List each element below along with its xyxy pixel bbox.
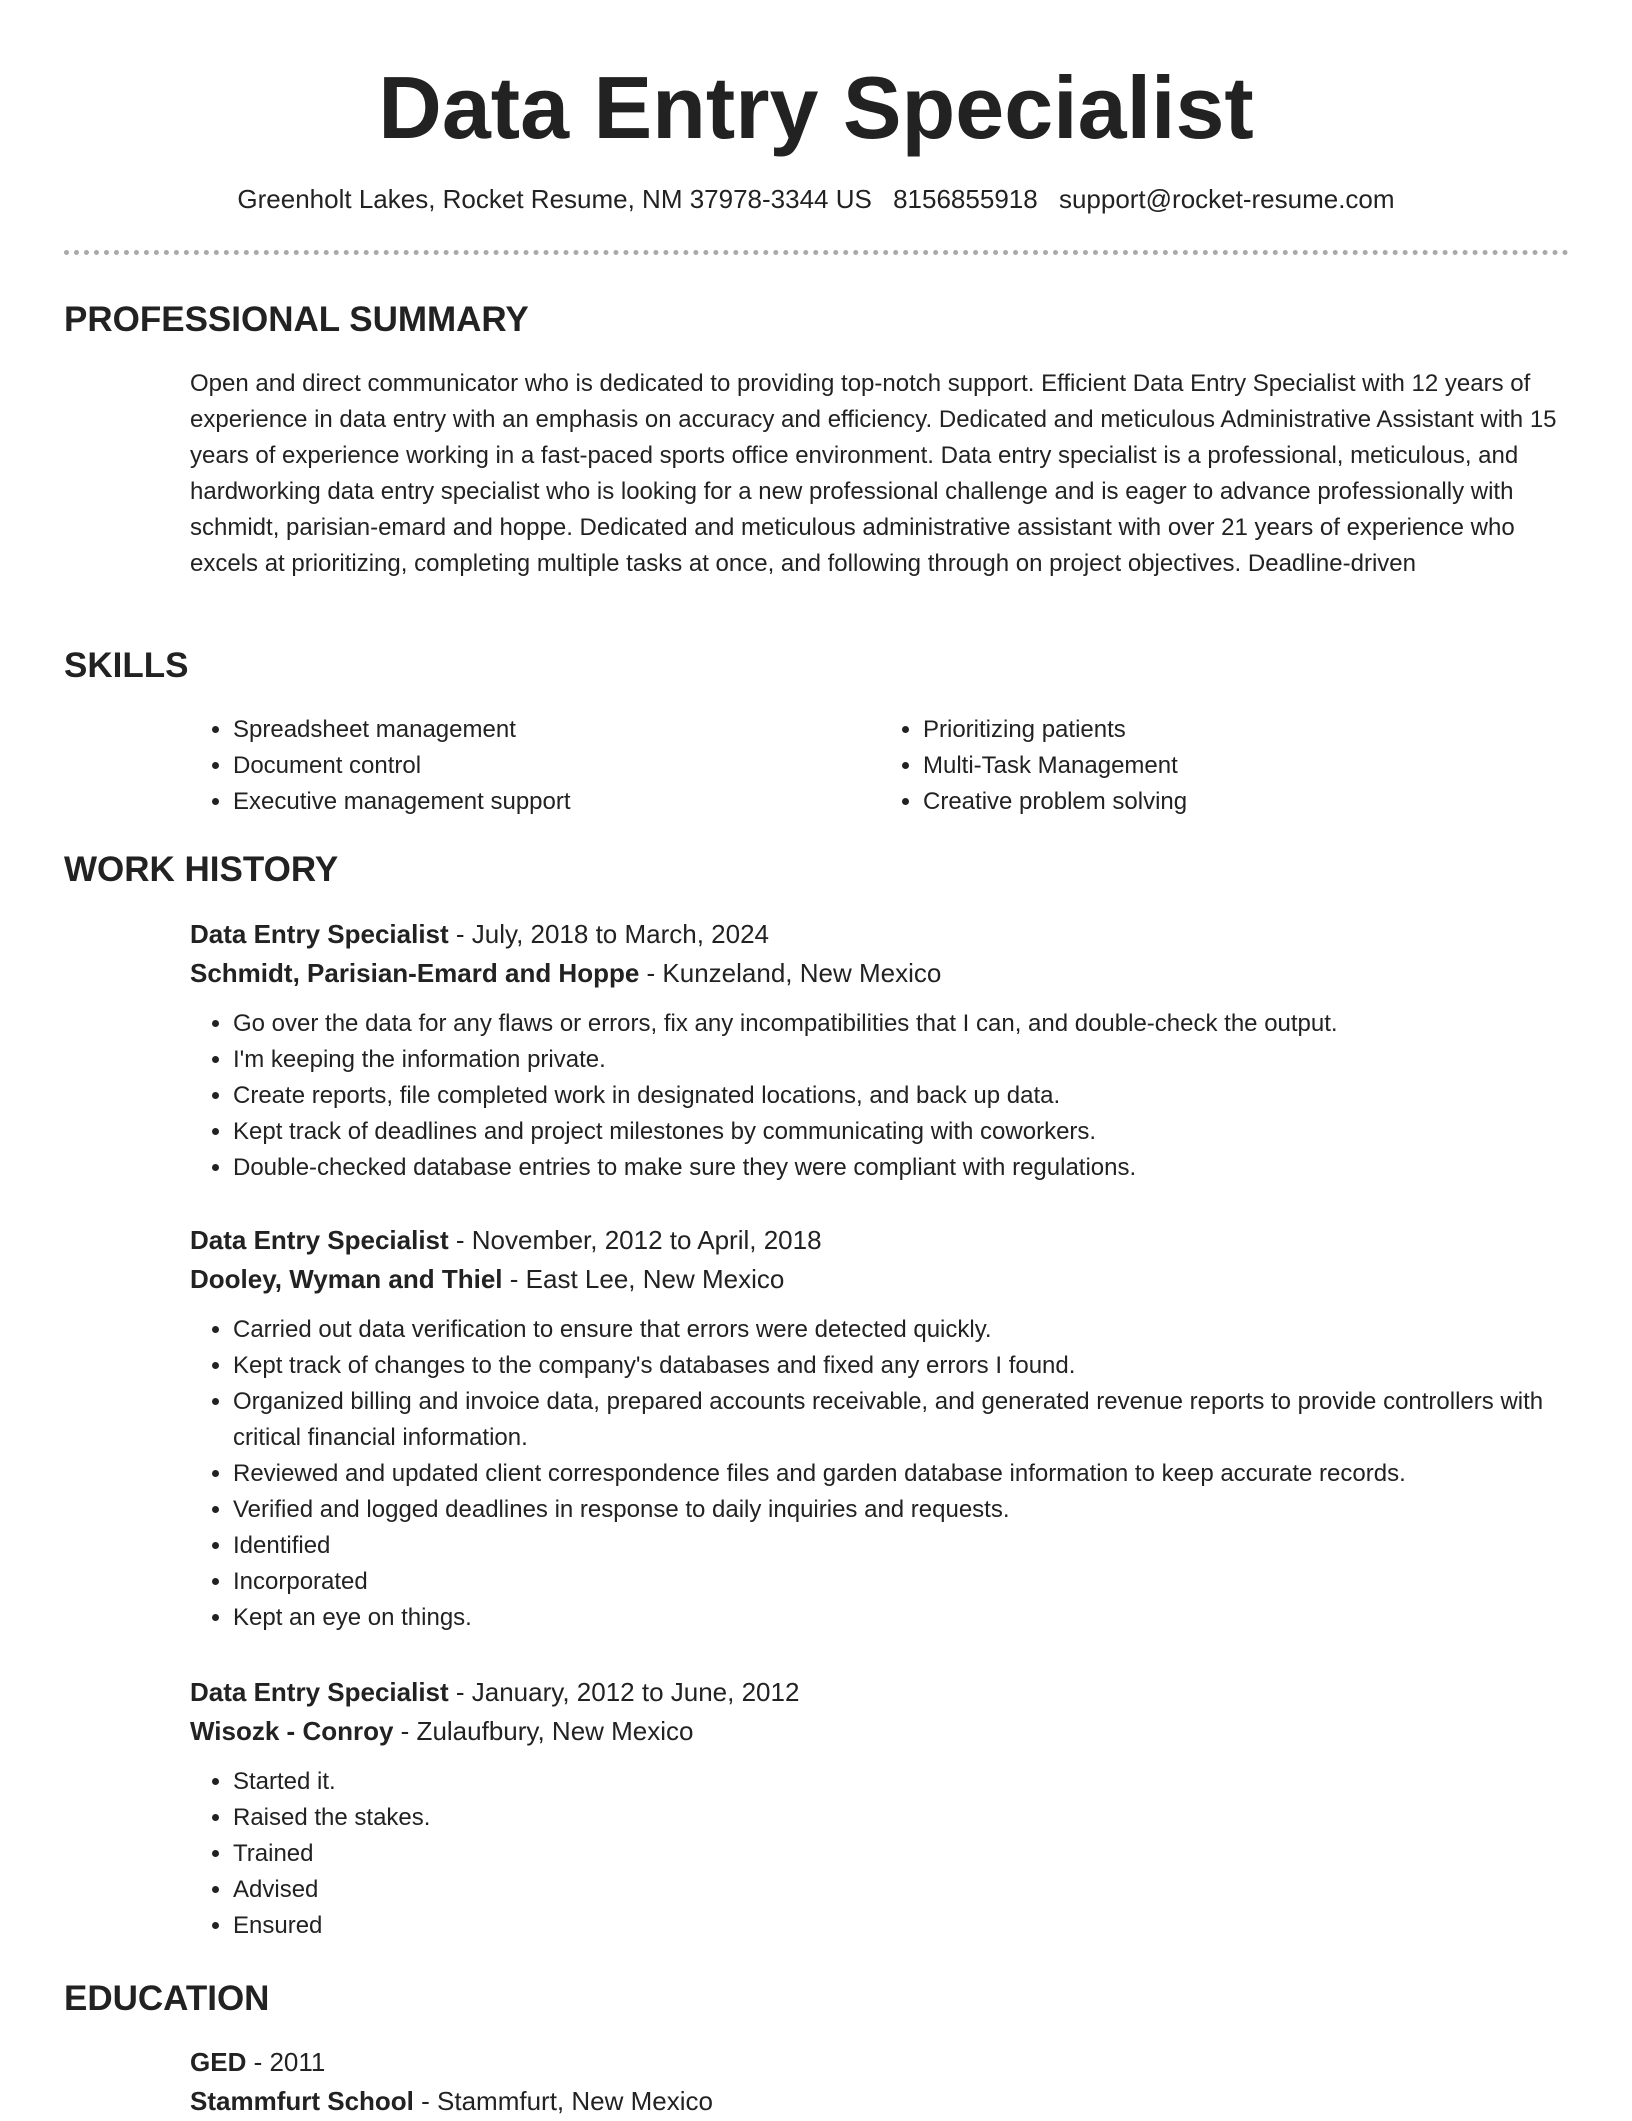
contact-email: support@rocket-resume.com <box>1058 184 1395 214</box>
job-title-line <box>190 1221 1570 1260</box>
summary-text: Open and direct communicator who is dedicated to providing top-notch support. Efficient Data Entry Specialist with 12 years of experience in data entry with an emphasis on accuracy and efficiency. Dedicated and meticulous Administrative Assistant with 15 years of experience working in a fast-paced sports office environment. Data entry specialist is a professional, meticulous, and hardworking data entry specialist who is looking for a new professional challenge and is eager to advance professionally with schmidt, parisian-emard and hoppe. Dedicated and meticulous administrative assistant with over 21 years of experience who excels at prioritizing, completing multiple tasks at once, and following through on project objectives. Deadline-driven <box>190 370 1557 577</box>
skill-item: • Document control <box>233 748 880 784</box>
work-history-heading: WORK HISTORY <box>64 850 339 889</box>
job-duty: • Kept track of deadlines and project milestones by communicating with coworkers. <box>233 1114 1570 1150</box>
job-duties-list <box>190 1006 1570 1186</box>
job-duty: • Verified and logged deadlines in response to daily inquiries and requests. <box>233 1492 1570 1528</box>
skill-item: • Creative problem solving <box>923 784 1570 820</box>
skills-list <box>190 712 1570 820</box>
job-company-line <box>190 1260 1570 1299</box>
job-location: - Zulaufbury, New Mexico <box>393 1716 694 1746</box>
skill-item: • Prioritizing patients <box>923 712 1570 748</box>
job-location: - East Lee, New Mexico <box>502 1264 785 1294</box>
summary-heading: PROFESSIONAL SUMMARY <box>64 300 529 339</box>
job-duties-list <box>190 1764 1570 1944</box>
education-location: - Stammfurt, New Mexico <box>413 2086 713 2116</box>
job-duties-list <box>190 1312 1570 1636</box>
job-duty: • Kept an eye on things. <box>233 1600 1570 1636</box>
job-duty: • Double-checked database entries to make sure they were compliant with regulations. <box>233 1150 1570 1186</box>
job-duty: • Started it. <box>233 1764 1570 1800</box>
contact-phone: 8156855918 <box>893 184 1038 214</box>
resume-name-heading: Data Entry Specialist <box>378 58 1254 157</box>
job-duty: • Reviewed and updated client correspondence files and garden database information to keep accurate records. <box>233 1456 1570 1492</box>
skills-column-right <box>880 712 1570 820</box>
job-company: Dooley, Wyman and Thiel <box>190 1264 503 1294</box>
job-company-line <box>190 954 1570 993</box>
job-company: Schmidt, Parisian-Emard and Hoppe <box>190 958 640 988</box>
education-degree: GED <box>190 2047 247 2077</box>
job-entry <box>190 915 1570 1186</box>
job-duty: • Incorporated <box>233 1564 1570 1600</box>
skills-heading: SKILLS <box>64 646 189 685</box>
job-company-line <box>190 1712 1570 1751</box>
job-duty: • Ensured <box>233 1908 1570 1944</box>
job-title-line <box>190 1673 1570 1712</box>
education-school-line <box>190 2082 1570 2121</box>
job-duty: • Advised <box>233 1872 1570 1908</box>
job-dates: - January, 2012 to June, 2012 <box>448 1677 800 1707</box>
education-degree-line <box>190 2043 1570 2082</box>
job-role: Data Entry Specialist <box>190 1225 449 1255</box>
job-entry <box>190 1673 1570 1944</box>
education-heading: EDUCATION <box>64 1979 270 2018</box>
skill-item: • Multi-Task Management <box>923 748 1570 784</box>
header-divider <box>64 250 1569 255</box>
job-duty: • Carried out data verification to ensure that errors were detected quickly. <box>233 1312 1570 1348</box>
job-role: Data Entry Specialist <box>190 919 449 949</box>
job-duty: • Organized billing and invoice data, prepared accounts receivable, and generated revenue reports to provide controllers with critical financial information. <box>233 1384 1570 1456</box>
education-school: Stammfurt School <box>190 2086 414 2116</box>
job-title-line <box>190 915 1570 954</box>
job-duty: • Kept track of changes to the company's databases and fixed any errors I found. <box>233 1348 1570 1384</box>
job-duty: • Go over the data for any flaws or errors, fix any incompatibilities that I can, and double-check the output. <box>233 1006 1570 1042</box>
skill-item: • Spreadsheet management <box>233 712 880 748</box>
job-location: - Kunzeland, New Mexico <box>639 958 942 988</box>
job-role: Data Entry Specialist <box>190 1677 449 1707</box>
job-dates: - July, 2018 to March, 2024 <box>448 919 770 949</box>
contact-address: Greenholt Lakes, Rocket Resume, NM 37978-3344 US <box>237 184 872 214</box>
job-duty: • Identified <box>233 1528 1570 1564</box>
skills-column-left <box>190 712 880 820</box>
contact-line <box>0 182 1632 216</box>
skill-item: • Executive management support <box>233 784 880 820</box>
education-year: - 2011 <box>246 2047 326 2077</box>
job-duty: • Raised the stakes. <box>233 1800 1570 1836</box>
job-duty: • Trained <box>233 1836 1570 1872</box>
job-entry <box>190 1221 1570 1636</box>
job-duty: • Create reports, file completed work in designated locations, and back up data. <box>233 1078 1570 1114</box>
job-dates: - November, 2012 to April, 2018 <box>448 1225 822 1255</box>
job-company: Wisozk - Conroy <box>190 1716 394 1746</box>
education-entry <box>190 2043 1570 2121</box>
job-duty: • I'm keeping the information private. <box>233 1042 1570 1078</box>
